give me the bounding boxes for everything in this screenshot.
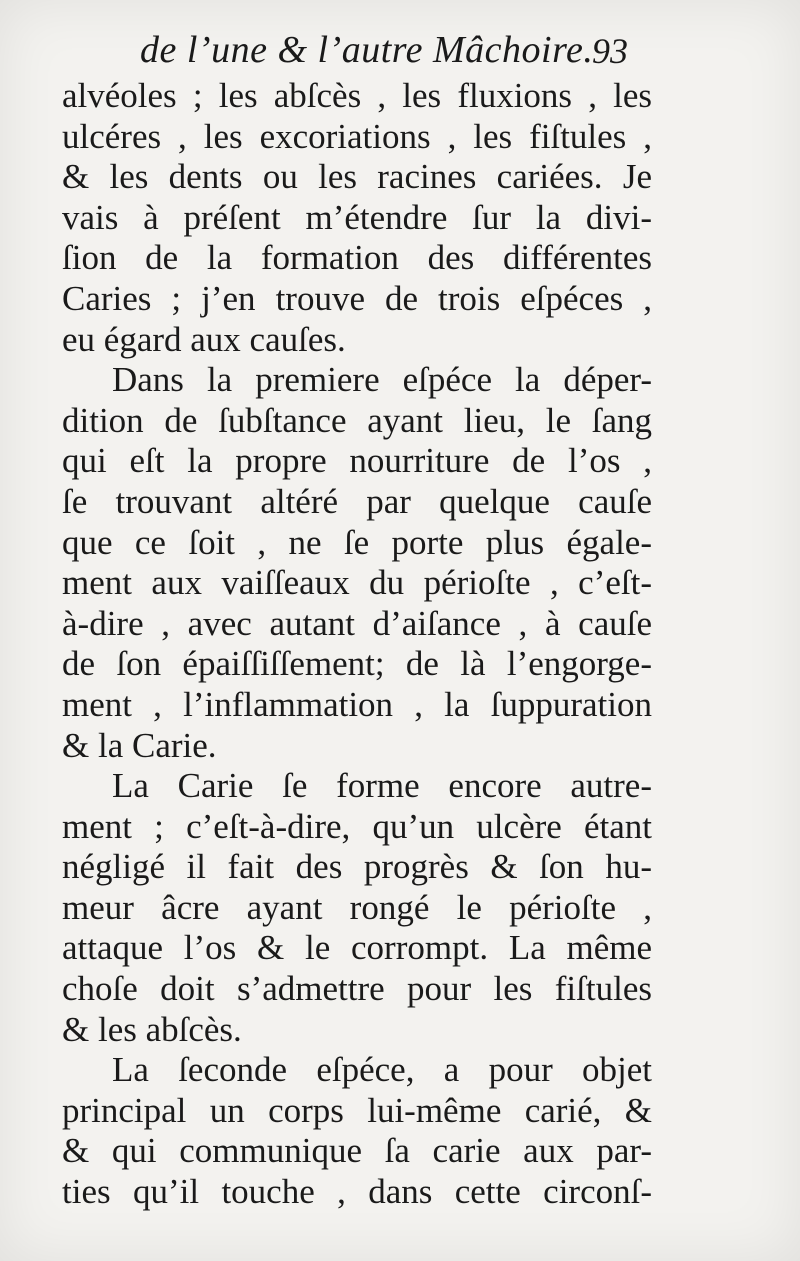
text-line: attaque l’os & le corrompt. La même bbox=[62, 928, 652, 968]
text-line: ment , l’inflammation , la ſuppuration bbox=[62, 684, 652, 724]
text-line: alvéoles ; les abſcès , les fluxions , les bbox=[62, 76, 652, 115]
text-line: ties qu’il touche , dans cette circonſ- bbox=[62, 1172, 652, 1212]
text-line: ulcéres , les excoriations , les fiſtules , bbox=[62, 116, 652, 156]
text-line: que ce ſoit , ne ſe porte plus égale- bbox=[62, 522, 652, 562]
text-line: & les dents ou les racines cariées. Je bbox=[62, 157, 652, 197]
text-line: & qui communique ſa carie aux par- bbox=[62, 1131, 652, 1171]
paragraph-first-line: Dans la premiere eſpéce la déper- bbox=[112, 360, 652, 400]
text-line: choſe doit s’admettre pour les fiſtules bbox=[62, 969, 652, 1009]
text-line: ſion de la formation des différentes bbox=[62, 238, 652, 278]
text-line: ment ; c’eſt-à-dire, qu’un ulcère étant bbox=[62, 806, 652, 846]
paragraph-first-line: La ſeconde eſpéce, a pour objet bbox=[112, 1050, 652, 1090]
text-line: Caries ; j’en trouve de trois eſpéces , bbox=[62, 278, 652, 318]
text-line: dition de ſubſtance ayant lieu, le ſang bbox=[62, 400, 652, 440]
body-text bbox=[62, 76, 652, 1213]
running-title: de l’une & l’autre Mâchoire. bbox=[140, 29, 594, 71]
text-line: & les abſcès. bbox=[62, 1009, 242, 1049]
text-line: principal un corps lui-même carié, & bbox=[62, 1090, 652, 1130]
paragraph-first-line: La Carie ſe forme encore autre- bbox=[112, 766, 652, 806]
text-line: eu égard aux cauſes. bbox=[62, 319, 346, 359]
text-line: qui eſt la propre nourriture de l’os , bbox=[62, 441, 652, 481]
text-line: vais à préſent m’étendre ſur la divi- bbox=[62, 197, 652, 237]
text-line: & la Carie. bbox=[62, 725, 217, 765]
page-number: 93 bbox=[592, 31, 628, 71]
text-line: meur âcre ayant rongé le périoſte , bbox=[62, 887, 652, 927]
text-line: de ſon épaiſſiſſement; de là l’engorge- bbox=[62, 644, 652, 684]
text-line: ment aux vaiſſeaux du périoſte , c’eſt- bbox=[62, 563, 652, 603]
text-line: négligé il fait des progrès & ſon hu- bbox=[62, 847, 652, 887]
text-line: à-dire , avec autant d’aiſance , à cauſe bbox=[62, 603, 652, 643]
text-line: ſe trouvant altéré par quelque cauſe bbox=[62, 481, 652, 521]
